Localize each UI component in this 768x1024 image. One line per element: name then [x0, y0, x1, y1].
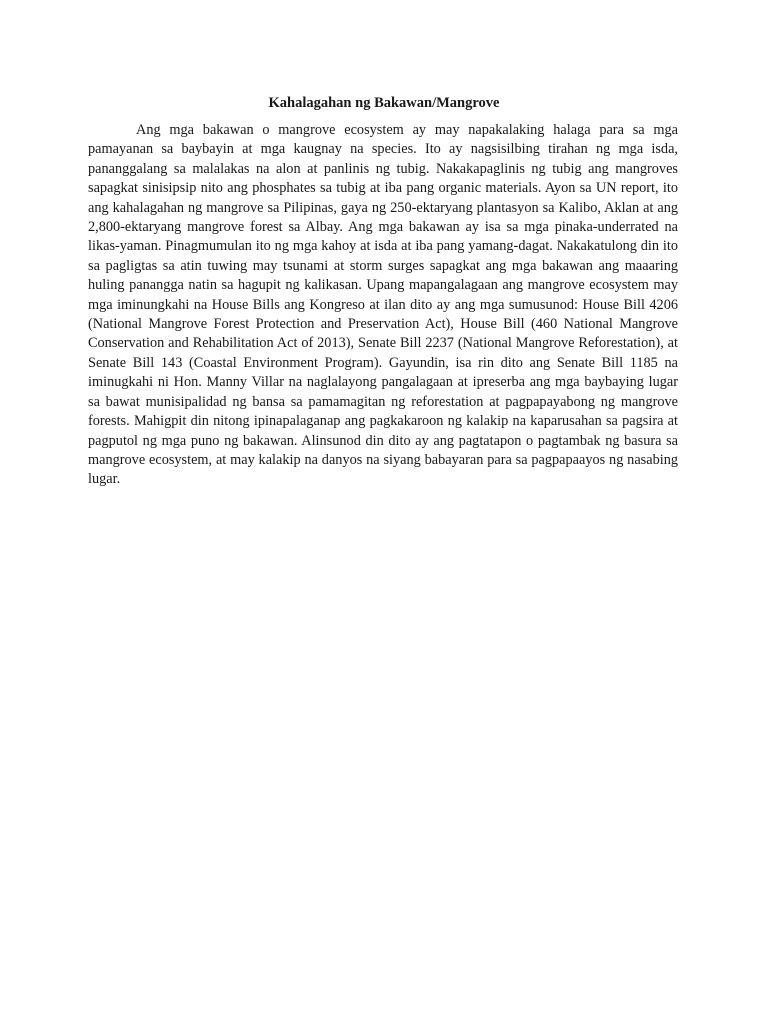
body-paragraph: Ang mga bakawan o mangrove ecosystem ay may napakalaking halaga para sa mga pamayanan sa baybayin at mga kaugnay na species. Ito ay nagsisilbing tirahan ng mga isda, pananggalang sa malalakas na alon at panlinis ng tubig. Nakakapaglinis ng tubig ang mangroves sapagkat sinisipsip nito ang phosphates sa tubig at iba pang organic materials. Ayon sa UN report, ito ang kahalagahan ng mangrove sa Pilipinas, gaya ng 250-ektaryang plantasyon sa Kalibo, Aklan at ang 2,800-ektaryang mangrove forest sa Albay. Ang mga bakawan ay isa sa mga pinaka-underrated na likas-yaman. Pinagmumulan ito ng mga kahoy at isda at iba pang yamang-dagat. Nakakatulong din ito sa pagligtas sa atin tuwing may tsunami at storm surges sapagkat ang mga bakawan ang maaaring huling panangga natin sa hagupit ng kalikasan. Upang mapangalagaan ang mangrove ecosystem may mga iminungkahi na House Bills ang Kongreso at ilan dito ay ang mga sumusunod: House Bill 4206 (National Mangrove Forest Protection and Preservation Act), House Bill (460 National Mangrove Conservation and Rehabilitation Act of 2013), Senate Bill 2237 (National Mangrove Reforestation), at Senate Bill 143 (Coastal Environment Program). Gayundin, isa rin dito ang Senate Bill 1185 na iminugkahi ni Hon. Manny Villar na naglalayong pangalagaan at ipreserba ang mga baybaying lugar sa bawat munisipalidad ng bansa sa pamamagitan ng reforestation at pagpapayabong ng mangrove forests. Mahigpit din nitong ipinapalaganap ang pagkakaroon ng kalakip na kaparusahan sa pagsira at pagputol ng mga puno ng bakawan. Alinsunod din dito ay ang pagtatapon o pagtambak ng basura sa mangrove ecosystem, at may kalakip na danyos na siyang babayaran para sa pagpapaayos ng nasabing lugar. [88, 122, 678, 488]
document-title: Kahalagahan ng Bakawan/Mangrove [268, 95, 500, 111]
